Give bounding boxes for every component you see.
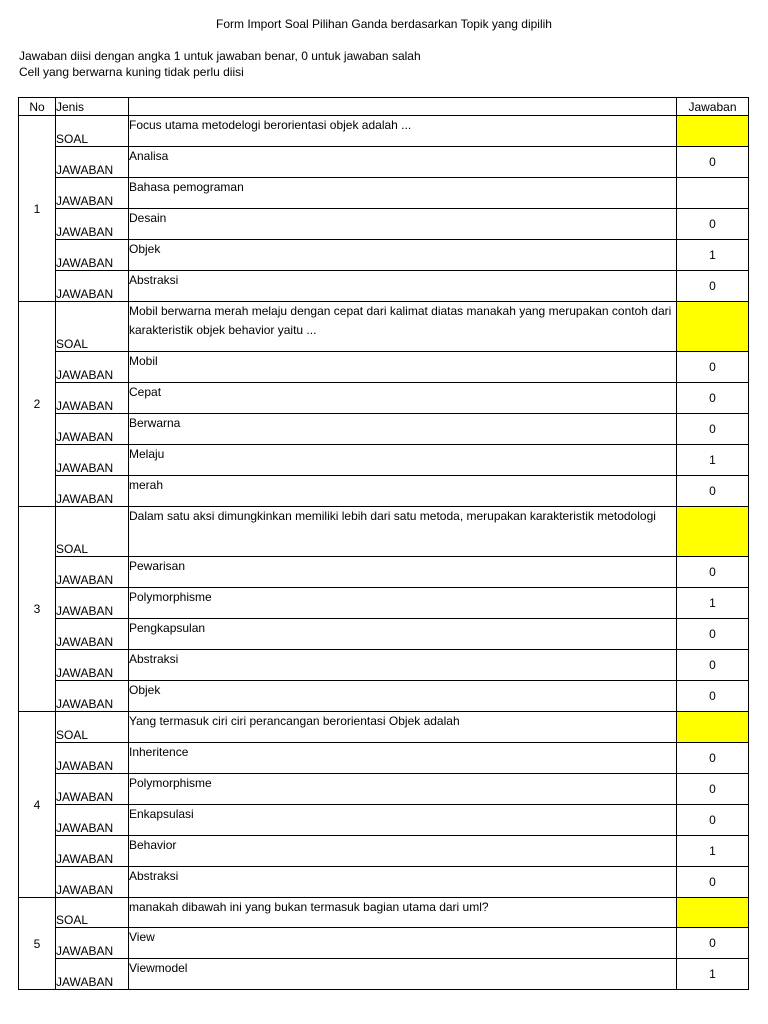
answer-row [19, 271, 749, 302]
answer-row [19, 414, 749, 445]
answer-row [19, 959, 749, 990]
row-type-soal: SOAL [56, 116, 129, 147]
answer-value-cell[interactable]: 0 [677, 743, 749, 774]
question-text[interactable]: manakah dibawah ini yang bukan termasuk bagian utama dari uml? [129, 898, 677, 928]
answer-option-text[interactable]: Behavior [129, 836, 677, 867]
answer-row [19, 352, 749, 383]
answer-row [19, 445, 749, 476]
answer-row [19, 928, 749, 959]
answer-value-cell[interactable]: 0 [677, 867, 749, 898]
row-type-jawaban: JAWABAN [56, 836, 129, 867]
row-type-jawaban: JAWABAN [56, 240, 129, 271]
answer-cell-disabled [677, 116, 749, 147]
answer-row [19, 147, 749, 178]
answer-row [19, 650, 749, 681]
answer-value-cell[interactable]: 0 [677, 147, 749, 178]
answer-row [19, 209, 749, 240]
answer-row [19, 178, 749, 209]
row-type-jawaban: JAWABAN [56, 743, 129, 774]
answer-row [19, 743, 749, 774]
row-type-jawaban: JAWABAN [56, 209, 129, 240]
answer-option-text[interactable]: Pewarisan [129, 557, 677, 588]
answer-row [19, 476, 749, 507]
header-text [129, 98, 677, 116]
row-type-jawaban: JAWABAN [56, 557, 129, 588]
answer-row [19, 557, 749, 588]
row-type-jawaban: JAWABAN [56, 147, 129, 178]
answer-option-text[interactable]: Enkapsulasi [129, 805, 677, 836]
answer-cell-disabled [677, 898, 749, 928]
answer-option-text[interactable]: Abstraksi [129, 650, 677, 681]
row-type-soal: SOAL [56, 507, 129, 557]
question-row [19, 116, 749, 147]
answer-value-cell[interactable]: 1 [677, 240, 749, 271]
answer-option-text[interactable]: Objek [129, 681, 677, 712]
question-number: 4 [19, 712, 56, 898]
answer-value-cell[interactable]: 0 [677, 383, 749, 414]
answer-cell-disabled [677, 507, 749, 557]
row-type-jawaban: JAWABAN [56, 867, 129, 898]
row-type-jawaban: JAWABAN [56, 271, 129, 302]
answer-option-text[interactable]: Melaju [129, 445, 677, 476]
answer-option-text[interactable]: Objek [129, 240, 677, 271]
question-text[interactable]: Yang termasuk ciri ciri perancangan berorientasi Objek adalah [129, 712, 677, 743]
question-text[interactable]: Dalam satu aksi dimungkinkan memiliki lebih dari satu metoda, merupakan karakteristik metodologi [129, 507, 677, 557]
answer-row [19, 383, 749, 414]
row-type-jawaban: JAWABAN [56, 383, 129, 414]
answer-cell-disabled [677, 712, 749, 743]
answer-option-text[interactable]: Inheritence [129, 743, 677, 774]
row-type-jawaban: JAWABAN [56, 774, 129, 805]
answer-row [19, 681, 749, 712]
answer-option-text[interactable]: Analisa [129, 147, 677, 178]
answer-value-cell[interactable]: 0 [677, 650, 749, 681]
row-type-jawaban: JAWABAN [56, 681, 129, 712]
question-row [19, 507, 749, 557]
row-type-jawaban: JAWABAN [56, 414, 129, 445]
row-type-jawaban: JAWABAN [56, 650, 129, 681]
answer-value-cell[interactable]: 0 [677, 414, 749, 445]
question-number: 5 [19, 898, 56, 990]
answer-option-text[interactable]: Abstraksi [129, 271, 677, 302]
instruction-yellow-cells: Cell yang berwarna kuning tidak perlu diisi [19, 65, 244, 79]
row-type-jawaban: JAWABAN [56, 476, 129, 507]
row-type-jawaban: JAWABAN [56, 445, 129, 476]
answer-value-cell[interactable]: 1 [677, 959, 749, 990]
answer-option-text[interactable]: Berwarna [129, 414, 677, 445]
table-header-row [19, 98, 749, 116]
answer-value-cell[interactable] [677, 178, 749, 209]
answer-option-text[interactable]: Desain [129, 209, 677, 240]
answer-option-text[interactable]: Abstraksi [129, 867, 677, 898]
question-row [19, 712, 749, 743]
form-title: Form Import Soal Pilihan Ganda berdasarkan Topik yang dipilih [216, 17, 552, 31]
answer-value-cell[interactable]: 0 [677, 271, 749, 302]
header-jawaban: Jawaban [677, 98, 749, 116]
answer-cell-disabled [677, 302, 749, 352]
answer-row [19, 836, 749, 867]
answer-option-text[interactable]: Polymorphisme [129, 588, 677, 619]
row-type-soal: SOAL [56, 898, 129, 928]
answer-value-cell[interactable]: 0 [677, 805, 749, 836]
answer-row [19, 619, 749, 650]
answer-option-text[interactable]: Pengkapsulan [129, 619, 677, 650]
row-type-jawaban: JAWABAN [56, 588, 129, 619]
answer-value-cell[interactable]: 0 [677, 681, 749, 712]
answer-value-cell[interactable]: 0 [677, 476, 749, 507]
answer-option-text[interactable]: Polymorphisme [129, 774, 677, 805]
answer-value-cell[interactable]: 0 [677, 209, 749, 240]
question-text[interactable]: Focus utama metodelogi berorientasi objek adalah ... [129, 116, 677, 147]
row-type-jawaban: JAWABAN [56, 619, 129, 650]
header-jenis: Jenis [56, 98, 129, 116]
answer-value-cell[interactable]: 1 [677, 445, 749, 476]
row-type-soal: SOAL [56, 302, 129, 352]
answer-value-cell[interactable]: 0 [677, 619, 749, 650]
question-number: 2 [19, 302, 56, 507]
question-number: 1 [19, 116, 56, 302]
answer-value-cell[interactable]: 0 [677, 557, 749, 588]
question-text[interactable]: Mobil berwarna merah melaju dengan cepat dari kalimat diatas manakah yang merupakan contoh dari karakteristik objek behavior yaitu ... [129, 302, 677, 352]
question-row [19, 898, 749, 928]
answer-option-text[interactable]: View [129, 928, 677, 959]
answer-option-text[interactable]: Viewmodel [129, 959, 677, 990]
row-type-soal: SOAL [56, 712, 129, 743]
answer-value-cell[interactable]: 1 [677, 588, 749, 619]
answer-value-cell[interactable]: 1 [677, 836, 749, 867]
row-type-jawaban: JAWABAN [56, 352, 129, 383]
row-type-jawaban: JAWABAN [56, 928, 129, 959]
answer-value-cell[interactable]: 0 [677, 774, 749, 805]
answer-row [19, 774, 749, 805]
answer-value-cell[interactable]: 0 [677, 352, 749, 383]
question-number: 3 [19, 507, 56, 712]
answer-option-text[interactable]: merah [129, 476, 677, 507]
question-row [19, 302, 749, 352]
question-table [18, 97, 749, 990]
row-type-jawaban: JAWABAN [56, 178, 129, 209]
answer-option-text[interactable]: Mobil [129, 352, 677, 383]
answer-row [19, 240, 749, 271]
row-type-jawaban: JAWABAN [56, 959, 129, 990]
answer-option-text[interactable]: Bahasa pemograman [129, 178, 677, 209]
header-no: No [19, 98, 56, 116]
instruction-answer-format: Jawaban diisi dengan angka 1 untuk jawaban benar, 0 untuk jawaban salah [19, 49, 421, 63]
row-type-jawaban: JAWABAN [56, 805, 129, 836]
answer-row [19, 867, 749, 898]
answer-value-cell[interactable]: 0 [677, 928, 749, 959]
answer-row [19, 588, 749, 619]
answer-row [19, 805, 749, 836]
answer-option-text[interactable]: Cepat [129, 383, 677, 414]
